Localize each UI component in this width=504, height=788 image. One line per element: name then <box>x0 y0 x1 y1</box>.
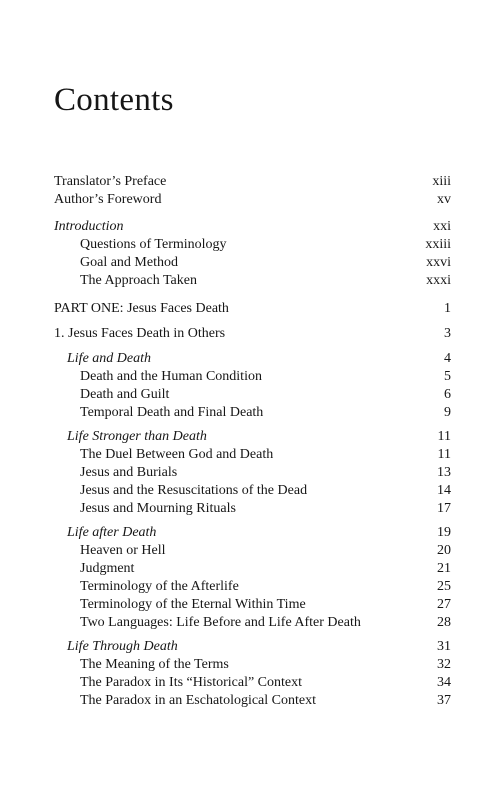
toc-entry <box>0 638 504 656</box>
toc-entry-page-number: 37 <box>437 693 451 708</box>
toc-entry-page-number: 25 <box>437 579 451 594</box>
page-title: Contents <box>54 82 174 118</box>
toc-entry <box>0 542 504 560</box>
toc-entry-page-number: 1 <box>444 301 451 316</box>
toc-entry-title: The Paradox in an Eschatological Context <box>80 693 316 708</box>
toc-entry-page-number: 32 <box>437 657 451 672</box>
toc-entry-title: The Meaning of the Terms <box>80 657 229 672</box>
toc-entry <box>0 464 504 482</box>
toc-entry <box>0 500 504 518</box>
toc-entry-title: Author’s Foreword <box>54 192 162 207</box>
toc-entry-title: PART ONE: Jesus Faces Death <box>54 301 229 316</box>
toc-entry <box>0 656 504 674</box>
toc-entry <box>0 350 504 368</box>
toc-entry <box>0 272 504 290</box>
toc-entry-page-number: 13 <box>437 465 451 480</box>
toc-entry-title: Jesus and Burials <box>80 465 178 480</box>
toc-entry-page-number: 21 <box>437 561 451 576</box>
toc-entry <box>0 368 504 386</box>
toc-entry-title: Questions of Terminology <box>80 237 227 252</box>
toc-entry <box>0 191 504 209</box>
toc-entry-page-number: 11 <box>437 429 451 444</box>
toc-entry-title: Translator’s Preface <box>54 174 167 189</box>
toc-entry-page-number: 27 <box>437 597 451 612</box>
toc-entry <box>0 404 504 422</box>
toc-entry-title: Two Languages: Life Before and Life After Death <box>80 615 361 630</box>
toc-entry-title: Terminology of the Afterlife <box>80 579 239 594</box>
toc-entry-page-number: 9 <box>444 405 451 420</box>
toc-entry <box>0 596 504 614</box>
toc-entry-page-number: xxiii <box>425 237 451 252</box>
toc-entry <box>0 325 504 343</box>
toc-entry-page-number: 20 <box>437 543 451 558</box>
toc-entry <box>0 300 504 318</box>
toc-entry-title: Death and Guilt <box>80 387 170 402</box>
toc-entry <box>0 560 504 578</box>
toc-entry-title: Introduction <box>54 219 124 234</box>
toc-entry-title: Life Through Death <box>67 639 178 654</box>
toc-entry <box>0 614 504 632</box>
toc-entry-page-number: 6 <box>444 387 451 402</box>
toc-entry-page-number: 34 <box>437 675 451 690</box>
toc-entry-title: Life after Death <box>67 525 157 540</box>
toc-entry <box>0 482 504 500</box>
toc-entry-title: The Paradox in Its “Historical” Context <box>80 675 302 690</box>
toc-entry-page-number: xxi <box>433 219 451 234</box>
toc-entry-page-number: xiii <box>432 174 451 189</box>
toc-entry-page-number: 4 <box>444 351 451 366</box>
toc-entry-title: Life Stronger than Death <box>67 429 207 444</box>
toc-entry-title: Goal and Method <box>80 255 178 270</box>
toc-entry-title: Judgment <box>80 561 135 576</box>
toc-entry-page-number: xxvi <box>426 255 451 270</box>
toc-entry-title: Heaven or Hell <box>80 543 166 558</box>
toc-entry <box>0 218 504 236</box>
toc-entry <box>0 386 504 404</box>
toc-entry <box>0 524 504 542</box>
toc-entry-title: The Approach Taken <box>80 273 197 288</box>
toc-entry-page-number: 19 <box>437 525 451 540</box>
toc-entry-page-number: 3 <box>444 326 451 341</box>
toc-entry <box>0 254 504 272</box>
toc-entry <box>0 692 504 710</box>
toc-entry-page-number: 14 <box>437 483 451 498</box>
toc-entry-title: Death and the Human Condition <box>80 369 262 384</box>
toc-entry-title: Jesus and the Resuscitations of the Dead <box>80 483 308 498</box>
toc-entry-title: Jesus and Mourning Rituals <box>80 501 236 516</box>
toc-entry <box>0 428 504 446</box>
toc-entry-page-number: 11 <box>437 447 451 462</box>
toc-entry-title: Life and Death <box>67 351 151 366</box>
toc-entry-title: Terminology of the Eternal Within Time <box>80 597 306 612</box>
toc-entry <box>0 173 504 191</box>
toc-entry-page-number: xxxi <box>426 273 451 288</box>
toc-entry-page-number: 31 <box>437 639 451 654</box>
toc-entry-page-number: 5 <box>444 369 451 384</box>
toc-entry-page-number: 28 <box>437 615 451 630</box>
toc-entry-page-number: xv <box>437 192 451 207</box>
toc-entry <box>0 674 504 692</box>
toc-entry-title: 1. Jesus Faces Death in Others <box>54 326 226 341</box>
toc-entry <box>0 236 504 254</box>
toc-entry-page-number: 17 <box>437 501 451 516</box>
toc-entry <box>0 446 504 464</box>
toc-entry-title: Temporal Death and Final Death <box>80 405 264 420</box>
toc-entry-title: The Duel Between God and Death <box>80 447 274 462</box>
toc-entry <box>0 578 504 596</box>
